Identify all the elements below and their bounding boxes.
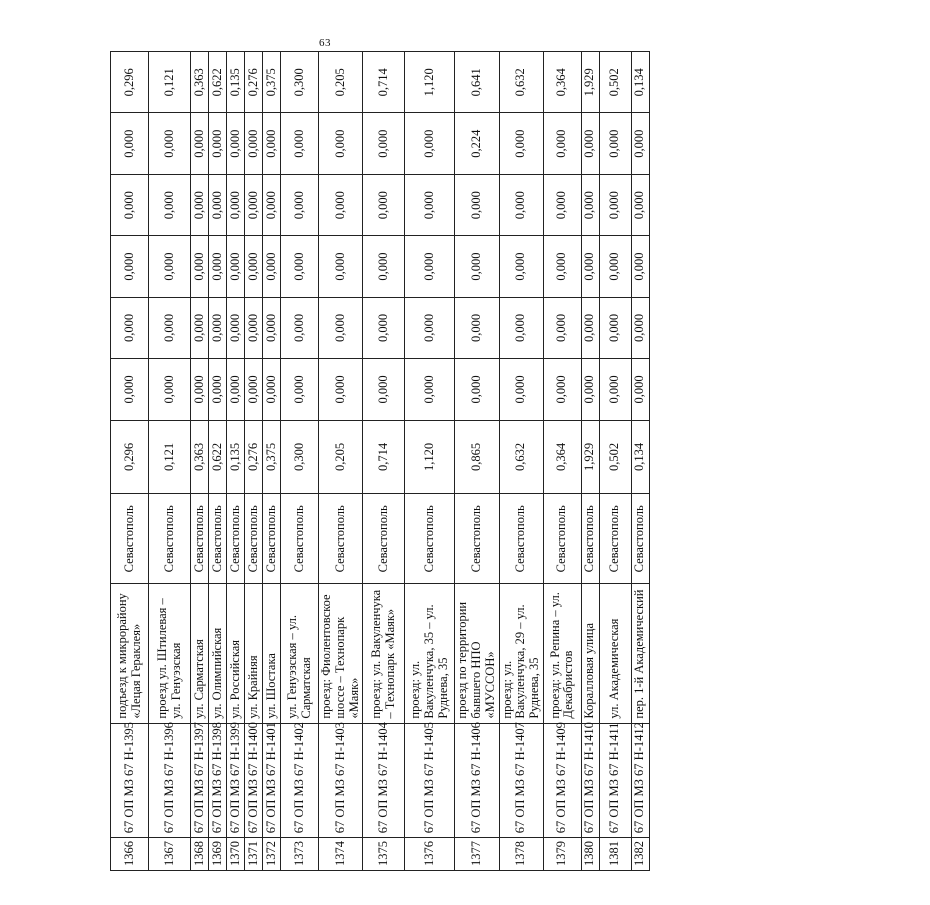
table-row	[631, 52, 649, 871]
length-col-5: 0,000	[245, 113, 263, 174]
length-col-6: 0,300	[281, 52, 319, 113]
length-col-5: 0,000	[319, 113, 363, 174]
table-row	[599, 52, 631, 871]
length-col-3: 0,000	[263, 236, 281, 297]
road-name: проезд по территории бывшего НПО «МУССОН»	[455, 584, 499, 723]
length-col-1: 0,000	[263, 359, 281, 420]
length-col-4: 0,000	[499, 174, 543, 235]
total-length: 0,363	[191, 420, 209, 494]
length-col-4: 0,000	[581, 174, 599, 235]
length-col-2: 0,000	[543, 297, 581, 358]
roads-table	[110, 51, 650, 871]
length-col-3: 0,000	[405, 236, 455, 297]
length-col-5: 0,000	[111, 113, 149, 174]
table-row	[227, 52, 245, 871]
length-col-3: 0,000	[227, 236, 245, 297]
total-length: 0,296	[111, 420, 149, 494]
length-col-5: 0,000	[191, 113, 209, 174]
city-name: Севастополь	[111, 494, 149, 584]
length-col-1: 0,000	[581, 359, 599, 420]
total-length: 0,300	[281, 420, 319, 494]
city-name: Севастополь	[209, 494, 227, 584]
road-code: 67 ОП МЗ 67 Н-1397	[191, 723, 209, 838]
length-col-5: 0,000	[209, 113, 227, 174]
length-col-3: 0,000	[281, 236, 319, 297]
city-name: Севастополь	[543, 494, 581, 584]
length-col-5: 0,000	[281, 113, 319, 174]
total-length: 0,865	[455, 420, 499, 494]
row-number: 1379	[543, 838, 581, 871]
road-name: подъезд к микрорайону «Лецая Гераклея»	[111, 584, 149, 723]
road-code: 67 ОП МЗ 67 Н-1406	[455, 723, 499, 838]
length-col-2: 0,000	[631, 297, 649, 358]
total-length: 0,364	[543, 420, 581, 494]
length-col-6: 0,276	[245, 52, 263, 113]
road-code: 67 ОП МЗ 67 Н-1402	[281, 723, 319, 838]
length-col-2: 0,000	[455, 297, 499, 358]
length-col-6: 0,134	[631, 52, 649, 113]
length-col-6: 0,296	[111, 52, 149, 113]
length-col-3: 0,000	[455, 236, 499, 297]
city-name: Севастополь	[405, 494, 455, 584]
length-col-1: 0,000	[499, 359, 543, 420]
city-name: Севастополь	[363, 494, 405, 584]
length-col-5: 0,000	[499, 113, 543, 174]
road-code: 67 ОП МЗ 67 Н-1403	[319, 723, 363, 838]
length-col-1: 0,000	[209, 359, 227, 420]
length-col-4: 0,000	[543, 174, 581, 235]
length-col-1: 0,000	[543, 359, 581, 420]
length-col-2: 0,000	[281, 297, 319, 358]
length-col-3: 0,000	[149, 236, 191, 297]
row-number: 1373	[281, 838, 319, 871]
road-code: 67 ОП МЗ 67 Н-1409	[543, 723, 581, 838]
total-length: 0,502	[599, 420, 631, 494]
length-col-2: 0,000	[227, 297, 245, 358]
length-col-6: 1,929	[581, 52, 599, 113]
length-col-1: 0,000	[245, 359, 263, 420]
row-number: 1380	[581, 838, 599, 871]
road-code: 67 ОП МЗ 67 Н-1405	[405, 723, 455, 838]
length-col-4: 0,000	[191, 174, 209, 235]
row-number: 1382	[631, 838, 649, 871]
road-name: проезд: ул. Репина – ул. Декабристов	[543, 584, 581, 723]
total-length: 1,120	[405, 420, 455, 494]
length-col-4: 0,000	[319, 174, 363, 235]
road-name: ул. Крайняя	[245, 584, 263, 723]
road-name: ул. Российская	[227, 584, 245, 723]
total-length: 0,135	[227, 420, 245, 494]
length-col-4: 0,000	[405, 174, 455, 235]
length-col-3: 0,000	[543, 236, 581, 297]
table-row	[319, 52, 363, 871]
table-row	[111, 52, 149, 871]
table-row	[149, 52, 191, 871]
road-name: Коралловая улица	[581, 584, 599, 723]
road-name: ул. Генуэзская – ул. Сарматская	[281, 584, 319, 723]
length-col-3: 0,000	[499, 236, 543, 297]
row-number: 1371	[245, 838, 263, 871]
length-col-2: 0,000	[149, 297, 191, 358]
length-col-6: 1,120	[405, 52, 455, 113]
total-length: 0,121	[149, 420, 191, 494]
row-number: 1367	[149, 838, 191, 871]
total-length: 0,632	[499, 420, 543, 494]
road-name: ул. Олимпийская	[209, 584, 227, 723]
length-col-5: 0,000	[543, 113, 581, 174]
table-row	[263, 52, 281, 871]
road-code: 67 ОП МЗ 67 Н-1401	[263, 723, 281, 838]
length-col-3: 0,000	[245, 236, 263, 297]
length-col-5: 0,000	[263, 113, 281, 174]
road-code: 67 ОП МЗ 67 Н-1410	[581, 723, 599, 838]
length-col-2: 0,000	[209, 297, 227, 358]
length-col-1: 0,000	[191, 359, 209, 420]
road-name: проезд: Фиолентовское шоссе – Технопарк «Маяк»	[319, 584, 363, 723]
length-col-1: 0,000	[319, 359, 363, 420]
length-col-2: 0,000	[405, 297, 455, 358]
rotated-table-container	[110, 68, 930, 871]
length-col-4: 0,000	[209, 174, 227, 235]
length-col-4: 0,000	[245, 174, 263, 235]
length-col-6: 0,205	[319, 52, 363, 113]
city-name: Севастополь	[455, 494, 499, 584]
length-col-6: 0,135	[227, 52, 245, 113]
length-col-6: 0,363	[191, 52, 209, 113]
length-col-4: 0,000	[455, 174, 499, 235]
total-length: 0,276	[245, 420, 263, 494]
length-col-6: 0,502	[599, 52, 631, 113]
length-col-4: 0,000	[631, 174, 649, 235]
length-col-2: 0,000	[111, 297, 149, 358]
length-col-2: 0,000	[319, 297, 363, 358]
total-length: 0,205	[319, 420, 363, 494]
length-col-3: 0,000	[599, 236, 631, 297]
length-col-2: 0,000	[263, 297, 281, 358]
road-code: 67 ОП МЗ 67 Н-1411	[599, 723, 631, 838]
length-col-2: 0,000	[245, 297, 263, 358]
length-col-3: 0,000	[319, 236, 363, 297]
road-code: 67 ОП МЗ 67 Н-1395	[111, 723, 149, 838]
row-number: 1366	[111, 838, 149, 871]
length-col-1: 0,000	[631, 359, 649, 420]
row-number: 1376	[405, 838, 455, 871]
table-row	[191, 52, 209, 871]
city-name: Севастополь	[499, 494, 543, 584]
length-col-2: 0,000	[363, 297, 405, 358]
length-col-4: 0,000	[363, 174, 405, 235]
table-row	[543, 52, 581, 871]
table-row	[405, 52, 455, 871]
length-col-1: 0,000	[149, 359, 191, 420]
length-col-6: 0,622	[209, 52, 227, 113]
total-length: 0,134	[631, 420, 649, 494]
total-length: 0,375	[263, 420, 281, 494]
length-col-3: 0,000	[581, 236, 599, 297]
length-col-5: 0,000	[227, 113, 245, 174]
length-col-1: 0,000	[281, 359, 319, 420]
row-number: 1374	[319, 838, 363, 871]
length-col-6: 0,121	[149, 52, 191, 113]
road-name: ул. Сарматская	[191, 584, 209, 723]
city-name: Севастополь	[631, 494, 649, 584]
length-col-3: 0,000	[363, 236, 405, 297]
road-code: 67 ОП МЗ 67 Н-1412	[631, 723, 649, 838]
length-col-2: 0,000	[499, 297, 543, 358]
road-name: проезд ул. Штилевая – ул. Генуэзская	[149, 584, 191, 723]
row-number: 1372	[263, 838, 281, 871]
row-number: 1375	[363, 838, 405, 871]
length-col-6: 0,364	[543, 52, 581, 113]
length-col-6: 0,714	[363, 52, 405, 113]
city-name: Севастополь	[281, 494, 319, 584]
length-col-6: 0,632	[499, 52, 543, 113]
length-col-2: 0,000	[191, 297, 209, 358]
city-name: Севастополь	[191, 494, 209, 584]
city-name: Севастополь	[227, 494, 245, 584]
road-name: ул. Шостака	[263, 584, 281, 723]
road-name: пер. 1-й Академический	[631, 584, 649, 723]
total-length: 0,714	[363, 420, 405, 494]
length-col-3: 0,000	[111, 236, 149, 297]
city-name: Севастополь	[599, 494, 631, 584]
road-code: 67 ОП МЗ 67 Н-1396	[149, 723, 191, 838]
length-col-2: 0,000	[581, 297, 599, 358]
road-name: ул. Академическая	[599, 584, 631, 723]
length-col-5: 0,000	[581, 113, 599, 174]
length-col-5: 0,000	[599, 113, 631, 174]
length-col-1: 0,000	[363, 359, 405, 420]
table-row	[209, 52, 227, 871]
road-code: 67 ОП МЗ 67 Н-1400	[245, 723, 263, 838]
road-code: 67 ОП МЗ 67 Н-1404	[363, 723, 405, 838]
table-row	[455, 52, 499, 871]
city-name: Севастополь	[263, 494, 281, 584]
length-col-1: 0,000	[405, 359, 455, 420]
table-row	[581, 52, 599, 871]
table-row	[245, 52, 263, 871]
row-number: 1370	[227, 838, 245, 871]
length-col-6: 0,375	[263, 52, 281, 113]
table-row	[281, 52, 319, 871]
length-col-2: 0,000	[599, 297, 631, 358]
table-row	[363, 52, 405, 871]
page-number: 63	[319, 37, 331, 49]
length-col-5: 0,000	[631, 113, 649, 174]
length-col-1: 0,000	[599, 359, 631, 420]
length-col-5: 0,000	[405, 113, 455, 174]
length-col-4: 0,000	[227, 174, 245, 235]
row-number: 1368	[191, 838, 209, 871]
row-number: 1381	[599, 838, 631, 871]
road-name: проезд: ул. Вакуленчука, 29 – ул. Руднева, 35	[499, 584, 543, 723]
length-col-3: 0,000	[631, 236, 649, 297]
road-name: проезд: ул. Вакуленчука, 35 – ул. Руднева, 35	[405, 584, 455, 723]
city-name: Севастополь	[319, 494, 363, 584]
total-length: 1,929	[581, 420, 599, 494]
length-col-4: 0,000	[111, 174, 149, 235]
length-col-5: 0,000	[149, 113, 191, 174]
length-col-4: 0,000	[263, 174, 281, 235]
row-number: 1378	[499, 838, 543, 871]
row-number: 1377	[455, 838, 499, 871]
length-col-3: 0,000	[209, 236, 227, 297]
length-col-4: 0,000	[149, 174, 191, 235]
length-col-3: 0,000	[191, 236, 209, 297]
length-col-1: 0,000	[455, 359, 499, 420]
city-name: Севастополь	[149, 494, 191, 584]
road-code: 67 ОП МЗ 67 Н-1407	[499, 723, 543, 838]
length-col-5: 0,000	[363, 113, 405, 174]
road-code: 67 ОП МЗ 67 Н-1398	[209, 723, 227, 838]
length-col-6: 0,641	[455, 52, 499, 113]
length-col-1: 0,000	[227, 359, 245, 420]
length-col-4: 0,000	[599, 174, 631, 235]
table-row	[499, 52, 543, 871]
length-col-1: 0,000	[111, 359, 149, 420]
road-code: 67 ОП МЗ 67 Н-1399	[227, 723, 245, 838]
road-name: проезд: ул. Вакуленчука – Технопарк «Маяк»	[363, 584, 405, 723]
total-length: 0,622	[209, 420, 227, 494]
length-col-5: 0,224	[455, 113, 499, 174]
city-name: Севастополь	[581, 494, 599, 584]
city-name: Севастополь	[245, 494, 263, 584]
row-number: 1369	[209, 838, 227, 871]
length-col-4: 0,000	[281, 174, 319, 235]
